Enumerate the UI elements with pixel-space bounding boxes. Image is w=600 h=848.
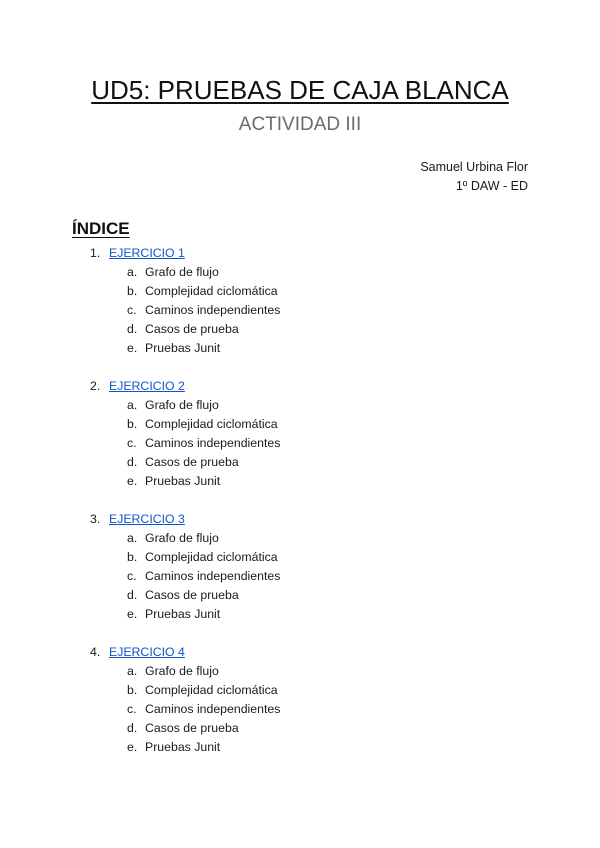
list-item-label: Casos de prueba	[145, 322, 239, 336]
list-item-letter: d.	[127, 721, 138, 735]
list-item-label: Grafo de flujo	[145, 398, 219, 412]
list-item	[0, 453, 600, 472]
list-item-label: Grafo de flujo	[145, 265, 219, 279]
list-item	[0, 396, 600, 415]
list-item-letter: c.	[127, 303, 137, 317]
document-subtitle: ACTIVIDAD III	[238, 114, 362, 135]
exercise-link[interactable]: EJERCICIO 3	[109, 512, 185, 526]
document-title	[0, 74, 600, 106]
list-item-label: Caminos independientes	[145, 303, 281, 317]
list-item-label: Pruebas Junit	[145, 740, 221, 754]
exercise-number: 1.	[90, 246, 101, 260]
list-item	[0, 567, 600, 586]
exercise-number: 3.	[90, 512, 101, 526]
list-item-letter: a.	[127, 265, 138, 279]
list-item-letter: e.	[127, 740, 138, 754]
list-item-letter: c.	[127, 436, 137, 450]
exercise-number: 2.	[90, 379, 101, 393]
list-item-label: Casos de prueba	[145, 455, 239, 469]
author-block	[420, 158, 528, 196]
exercise-link[interactable]: EJERCICIO 1	[109, 246, 185, 260]
list-item	[0, 700, 600, 719]
list-item-label: Casos de prueba	[145, 588, 239, 602]
list-item-label: Pruebas Junit	[145, 474, 221, 488]
list-item-letter: a.	[127, 664, 138, 678]
list-item	[0, 301, 600, 320]
list-item-letter: a.	[127, 531, 138, 545]
list-item-label: Grafo de flujo	[145, 531, 219, 545]
list-item-letter: e.	[127, 341, 138, 355]
exercise-link[interactable]: EJERCICIO 2	[109, 379, 185, 393]
list-item-label: Grafo de flujo	[145, 664, 219, 678]
list-item	[0, 738, 600, 757]
list-item	[0, 548, 600, 567]
author-name: Samuel Urbina Flor	[420, 160, 528, 174]
list-item-letter: c.	[127, 702, 137, 716]
list-item-letter: b.	[127, 417, 138, 431]
list-item-label: Complejidad ciclomática	[145, 284, 278, 298]
list-item-letter: d.	[127, 322, 138, 336]
list-item-letter: b.	[127, 284, 138, 298]
list-item	[0, 586, 600, 605]
list-item-label: Casos de prueba	[145, 721, 239, 735]
list-item-letter: e.	[127, 474, 138, 488]
list-item-letter: a.	[127, 398, 138, 412]
list-item-label: Complejidad ciclomática	[145, 550, 278, 564]
list-item-letter: b.	[127, 550, 138, 564]
list-item-label: Caminos independientes	[145, 436, 281, 450]
list-item-label: Complejidad ciclomática	[145, 417, 278, 431]
list-item	[0, 662, 600, 681]
document-title-text: UD5: PRUEBAS DE CAJA BLANCA	[91, 75, 509, 105]
list-item	[0, 339, 600, 358]
exercise-number: 4.	[90, 645, 101, 659]
list-item-letter: d.	[127, 588, 138, 602]
list-item-letter: d.	[127, 455, 138, 469]
exercise-link[interactable]: EJERCICIO 4	[109, 645, 185, 659]
list-item-label: Pruebas Junit	[145, 341, 221, 355]
list-item	[0, 282, 600, 301]
list-item	[0, 320, 600, 339]
list-item-label: Caminos independientes	[145, 569, 281, 583]
list-item	[0, 681, 600, 700]
list-item	[0, 263, 600, 282]
list-item-letter: e.	[127, 607, 138, 621]
list-item	[0, 719, 600, 738]
index-heading: ÍNDICE	[72, 219, 130, 238]
list-item	[0, 529, 600, 548]
list-item-label: Complejidad ciclomática	[145, 683, 278, 697]
author-course: 1º DAW - ED	[455, 179, 528, 193]
list-item	[0, 605, 600, 624]
list-item-letter: c.	[127, 569, 137, 583]
list-item	[0, 472, 600, 491]
list-item	[0, 415, 600, 434]
list-item-label: Caminos independientes	[145, 702, 281, 716]
list-item	[0, 434, 600, 453]
list-item-label: Pruebas Junit	[145, 607, 221, 621]
list-item-letter: b.	[127, 683, 138, 697]
